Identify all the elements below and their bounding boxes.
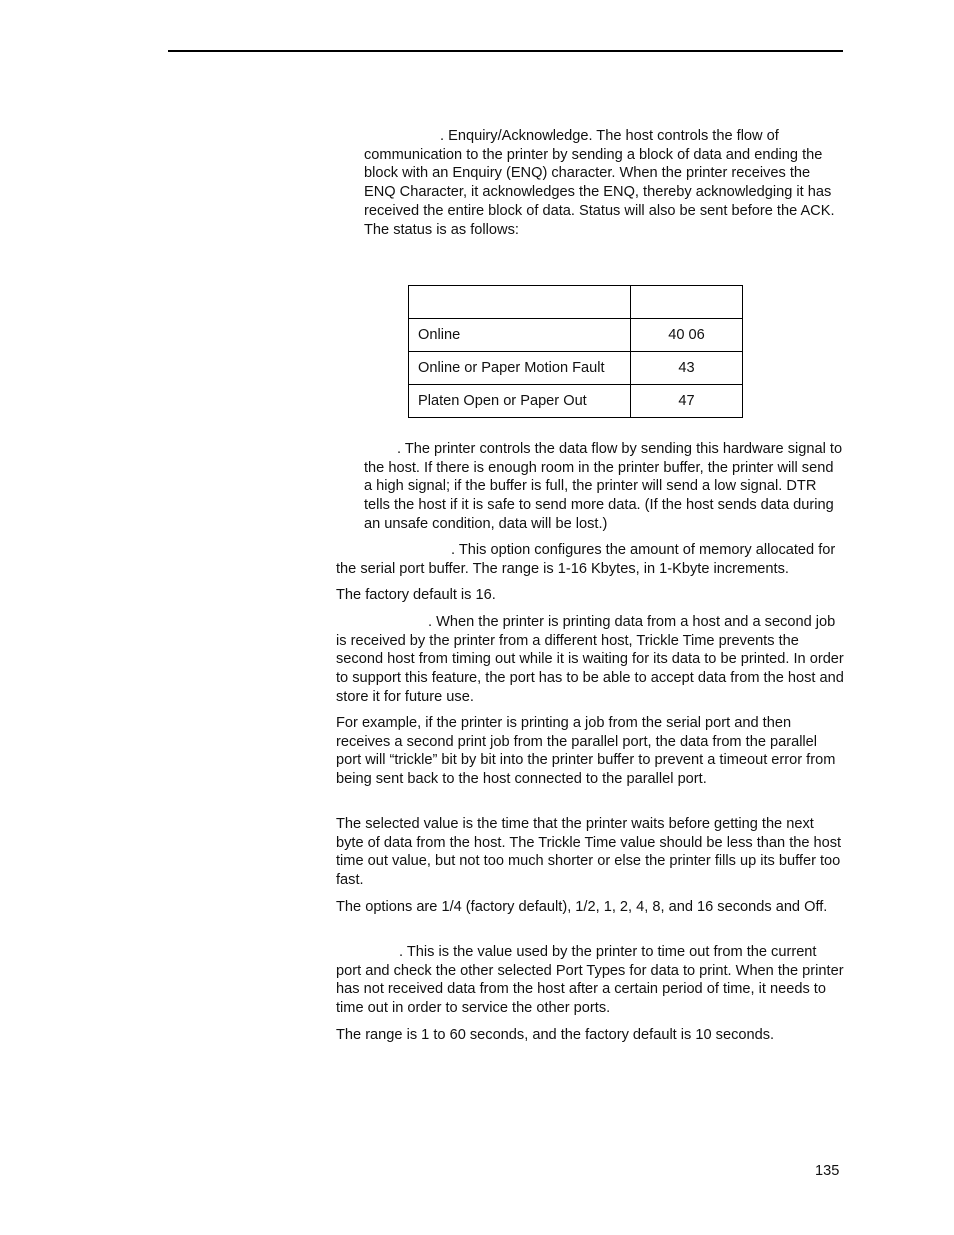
status-code: 40 06 <box>631 319 743 352</box>
table-header-cell <box>409 286 631 319</box>
table-row <box>409 352 743 385</box>
status-code: 47 <box>631 385 743 418</box>
status-code: 43 <box>631 352 743 385</box>
status-label: Platen Open or Paper Out <box>409 385 631 418</box>
trickle-time-paragraph: . When the printer is printing data from a host and a second job is received by the printer from a different host, Trickle Time prevents the second host from timing out while it is waiting for its data to be printed. In order to support this feature, the port has to be able to accept data from the host and store it for future use. <box>336 614 844 705</box>
table-row <box>409 385 743 418</box>
factory-default-paragraph: The factory default is 16. <box>336 587 496 603</box>
status-table <box>408 285 743 418</box>
enq-ack-paragraph: . Enquiry/Acknowledge. The host controls the flow of communication to the printer by sending a block of data and ending the block with an Enquiry (ENQ) character. When the printer receives the ENQ Character, it acknowledges the ENQ, thereby acknowledging it has received the entire block of data. Status will also be sent before the ACK. The status is as follows: <box>364 128 835 238</box>
table-header-row <box>409 286 743 319</box>
page-number: 135 <box>815 1163 840 1179</box>
buffer-size-paragraph: . This option configures the amount of memory allocated for the serial port buffer. The range is 1-16 Kbytes, in 1-Kbyte increments. <box>336 542 836 577</box>
trickle-example-paragraph: For example, if the printer is printing a job from the serial port and then receives a second print job from the parallel port, the data from the parallel port will “trickle” bit by bit into the printer buffer to prevent a timeout error from being sent back to the host connected to the parallel port. <box>336 715 836 788</box>
table-header-cell <box>631 286 743 319</box>
header-rule <box>168 50 843 52</box>
selected-value-paragraph: The selected value is the time that the printer waits before getting the next byte of data from the host. The Trickle Time value should be less than the host time out value, but not too much shorter or else the printer fills up its buffer too fast. <box>336 816 842 889</box>
dtr-paragraph: . The printer controls the data flow by sending this hardware signal to the host. If there is enough room in the printer buffer, the printer will send a high signal; if the buffer is full, the printer will send a low signal. DTR tells the host if it is safe to send more data. (If the host sends data during an unsafe condition, data will be lost.) <box>364 441 843 532</box>
status-label: Online <box>409 319 631 352</box>
options-paragraph: The options are 1/4 (factory default), 1/2, 1, 2, 4, 8, and 16 seconds and Off. <box>336 899 828 915</box>
status-label: Online or Paper Motion Fault <box>409 352 631 385</box>
timeout-paragraph: . This is the value used by the printer to time out from the current port and check the other selected Port Types for data to print. When the printer has not received data from the host after a certain period of time, it needs to time out in order to service the other ports. <box>336 944 844 1017</box>
range-paragraph: The range is 1 to 60 seconds, and the factory default is 10 seconds. <box>336 1027 775 1043</box>
table-row <box>409 319 743 352</box>
